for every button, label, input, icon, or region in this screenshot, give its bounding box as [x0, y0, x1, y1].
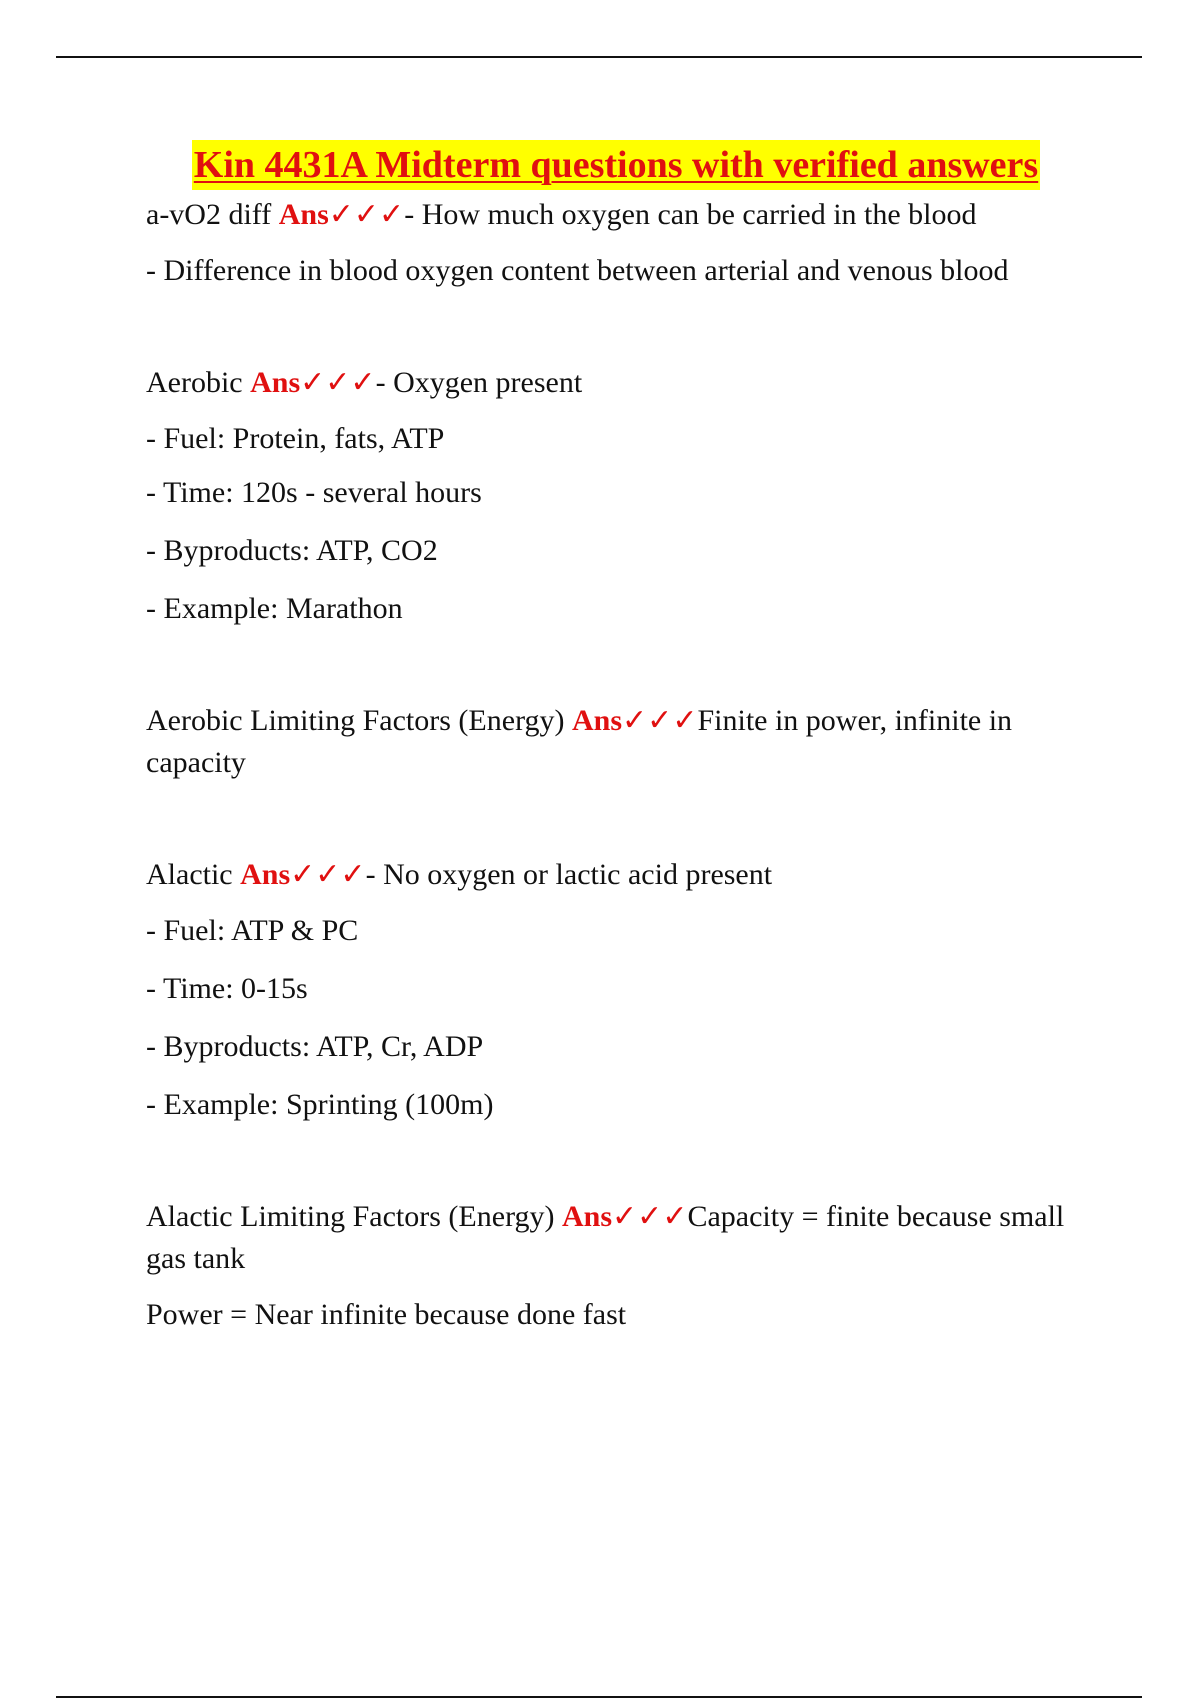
ans-label: Ans — [250, 366, 301, 399]
question-line — [146, 700, 1086, 784]
question-term: a-vO2 diff — [146, 198, 279, 231]
answer-line: - Time: 0-15s — [146, 972, 308, 1005]
answer-text: - No oxygen or lactic acid present — [365, 858, 773, 891]
document-page — [146, 140, 1086, 1336]
answer-line: - Time: 120s - several hours — [146, 476, 482, 509]
ans-label: Ans — [240, 858, 291, 891]
check-marks-icon: ✓✓✓ — [612, 1200, 688, 1233]
question-term: Aerobic — [146, 366, 251, 399]
check-marks-icon: ✓✓✓ — [328, 198, 405, 231]
entry-a-vo2-diff — [146, 194, 1086, 292]
check-marks-icon: ✓✓✓ — [622, 704, 698, 737]
answer-text: - Oxygen present — [375, 366, 583, 399]
question-term: Alactic — [146, 858, 241, 891]
question-line — [146, 362, 1086, 404]
check-marks-icon: ✓✓✓ — [300, 366, 376, 399]
entry-alactic-limiting-factors — [146, 1196, 1086, 1336]
answer-text: - How much oxygen can be carried in the blood — [404, 198, 977, 231]
question-line — [146, 194, 1086, 236]
question-line — [146, 854, 1086, 896]
ans-label: Ans — [562, 1200, 613, 1233]
question-term: Alactic Limiting Factors (Energy) — [146, 1200, 563, 1233]
answer-line: - Example: Sprinting (100m) — [146, 1088, 494, 1121]
entry-aerobic — [146, 362, 1086, 630]
ans-label: Ans — [572, 704, 623, 737]
answer-line: - Example: Marathon — [146, 592, 403, 625]
answer-line: - Byproducts: ATP, CO2 — [146, 534, 438, 567]
title-wrap — [146, 140, 1086, 190]
answer-text: Capacity = finite because small gas tank — [146, 1200, 1065, 1275]
bottom-rule — [56, 1696, 1142, 1698]
answer-line: - Fuel: Protein, fats, ATP — [146, 422, 445, 455]
entry-aerobic-limiting-factors — [146, 700, 1086, 784]
question-line — [146, 1196, 1086, 1280]
question-term: Aerobic Limiting Factors (Energy) — [146, 704, 573, 737]
check-marks-icon: ✓✓✓ — [290, 858, 366, 891]
top-rule — [56, 56, 1142, 58]
answer-line: - Difference in blood oxygen content between arterial and venous blood — [146, 254, 1009, 287]
answer-line: Power = Near infinite because done fast — [146, 1298, 627, 1331]
ans-label: Ans — [278, 198, 329, 231]
answer-line: - Fuel: ATP & PC — [146, 914, 359, 947]
document-title: Kin 4431A Midterm questions with verified answers — [192, 140, 1040, 190]
answer-line: - Byproducts: ATP, Cr, ADP — [146, 1030, 484, 1063]
answer-text: Finite in power, infinite in capacity — [146, 704, 1013, 779]
entry-alactic — [146, 854, 1086, 1126]
